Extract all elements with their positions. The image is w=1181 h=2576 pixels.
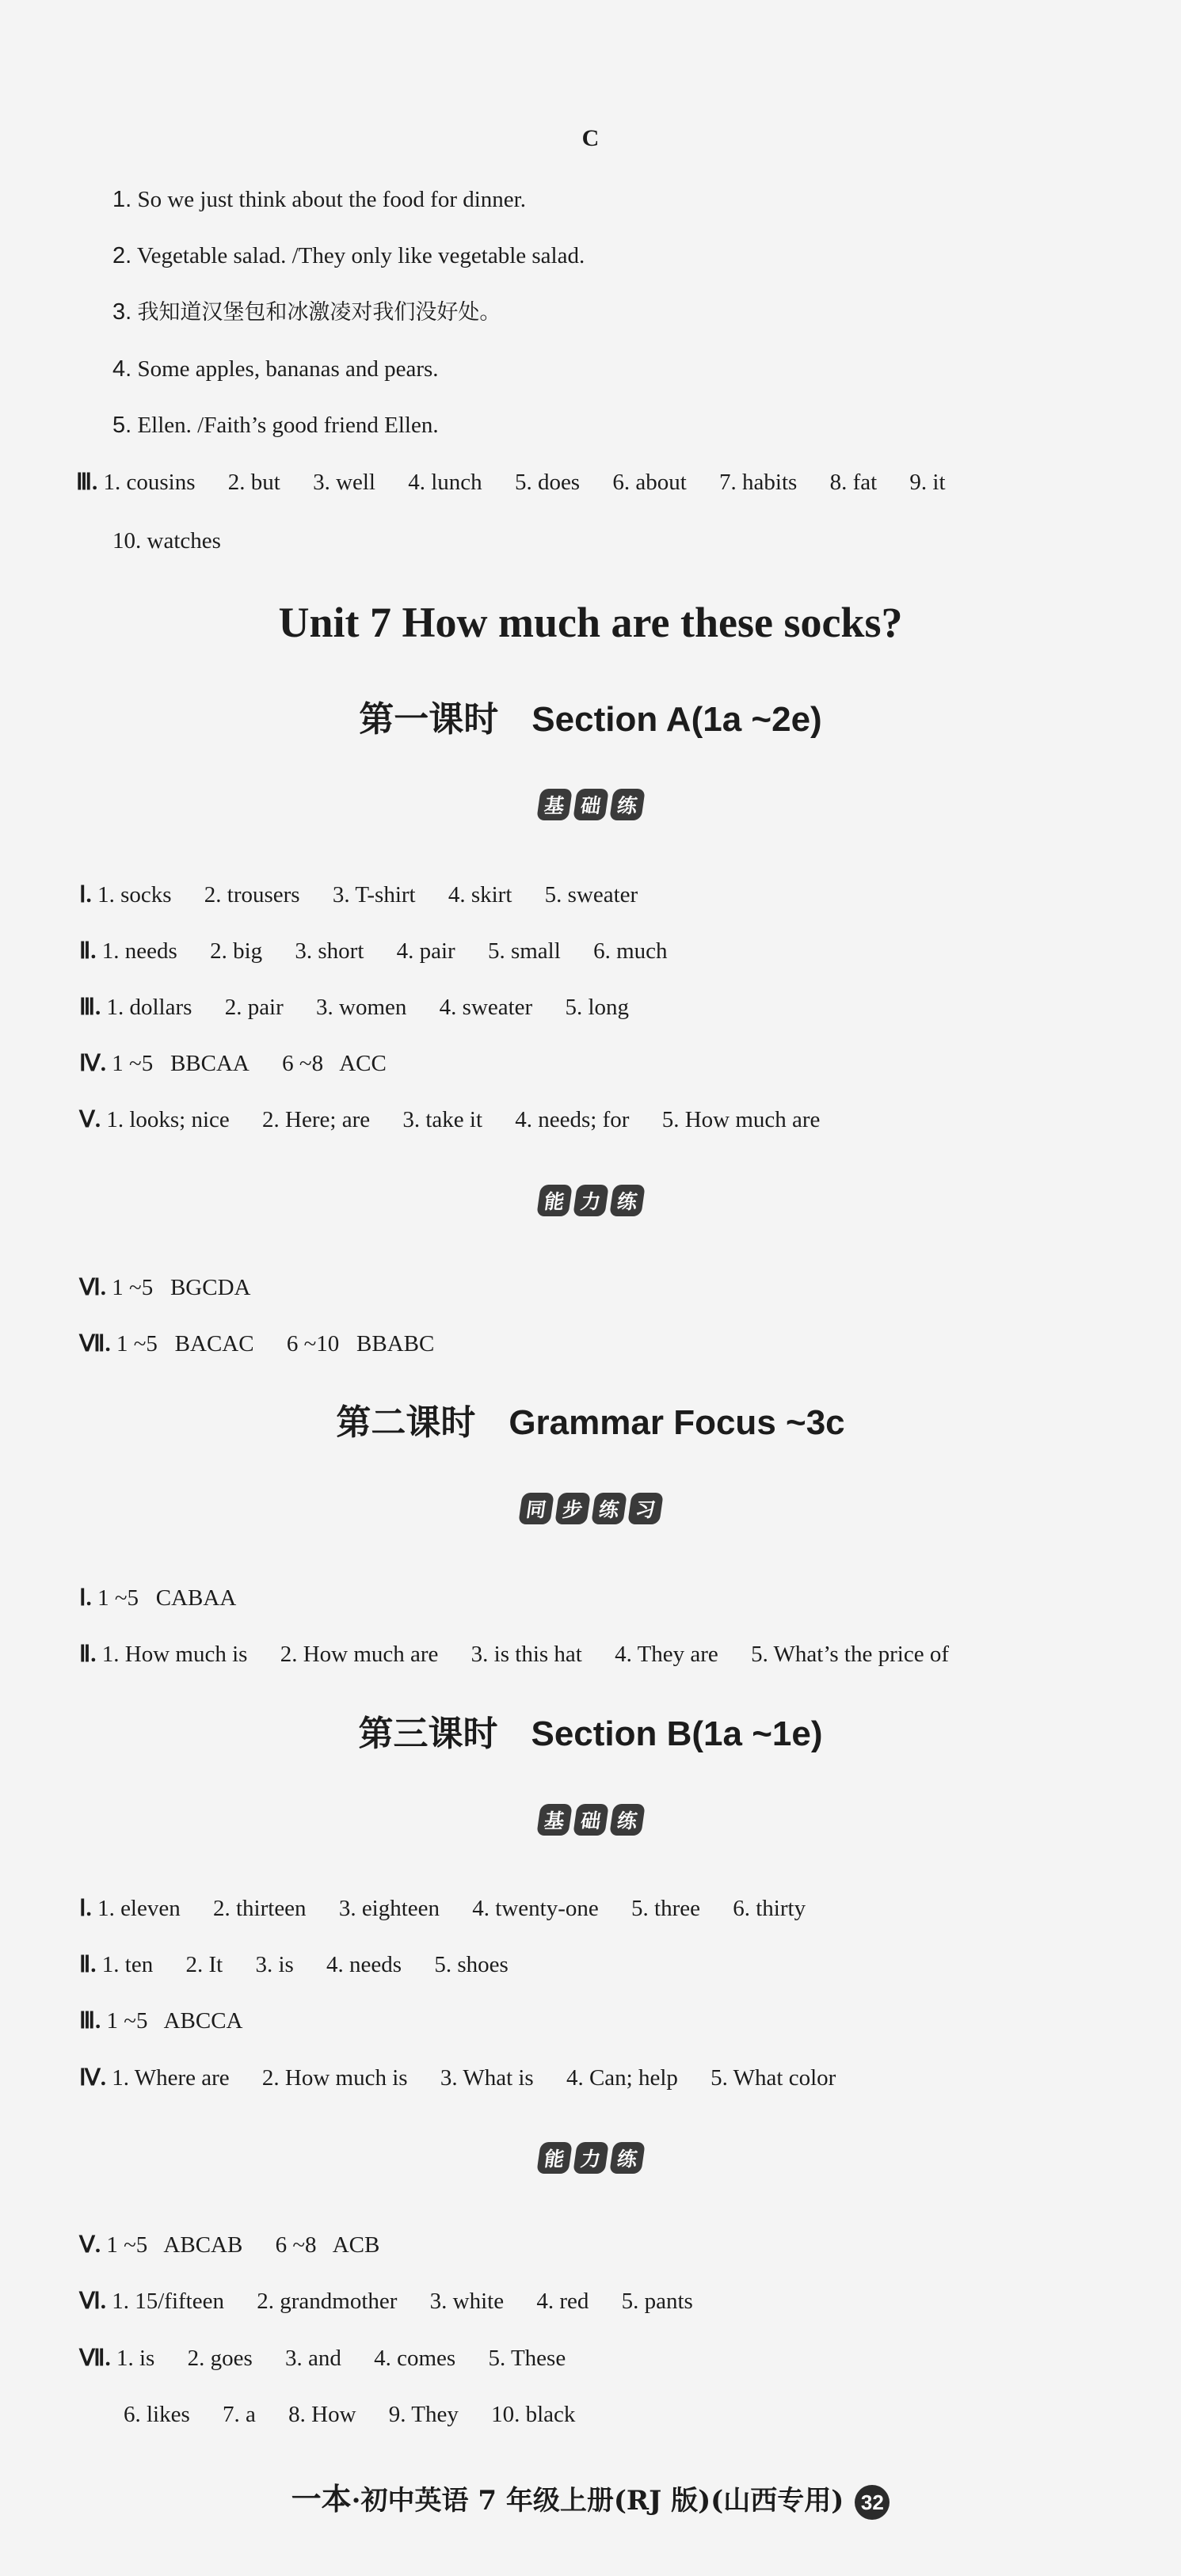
l3-row-2: Ⅱ. 1. ten 2. It 3. is 4. needs 5. shoes bbox=[79, 1952, 509, 1977]
l1-row-4: Ⅳ. 1 ~5 BBCAA 6 ~8 ACC bbox=[79, 1051, 387, 1076]
part3-line1: Ⅲ. 1. cousins 2. but 3. well 4. lunch 5. does 6. about 7. habits 8. fat 9. it bbox=[76, 470, 946, 495]
lesson-2-title: 第二课时 Grammar Focus ~3c bbox=[336, 1402, 845, 1443]
l3-row-3: Ⅲ. 1 ~5 ABCCA bbox=[79, 2008, 243, 2034]
l1-row-2: Ⅱ. 1. needs 2. big 3. short 4. pair 5. small 6. much bbox=[79, 938, 668, 964]
l1-row-1: Ⅰ. 1. socks 2. trousers 3. T-shirt 4. skirt 5. sweater bbox=[79, 882, 638, 907]
badge-ability-practice-1: 能 力 练 bbox=[0, 1185, 1181, 1216]
section-c-heading: C bbox=[581, 125, 600, 151]
l3-row-7: Ⅶ. 1. is 2. goes 3. and 4. comes 5. These bbox=[79, 2346, 566, 2371]
lesson-3-title: 第三课时 Section B(1a ~1e) bbox=[358, 1714, 823, 1754]
footer-book-title: ·初中英语 7 年级上册(RJ 版)(山西专用) bbox=[351, 2485, 844, 2517]
badge-sync-practice: 同 步 练 习 bbox=[0, 1493, 1181, 1524]
l1-row-3: Ⅲ. 1. dollars 2. pair 3. women 4. sweater 5. long bbox=[79, 995, 630, 1020]
l1-row-7: Ⅶ. 1 ~5 BACAC 6 ~10 BBABC bbox=[79, 1331, 435, 1356]
l3-row-6: Ⅵ. 1. 15/fifteen 2. grandmother 3. white 4. red 5. pants bbox=[79, 2289, 693, 2314]
l2-row-2: Ⅱ. 1. How much is 2. How much are 3. is this hat 4. They are 5. What’s the price of bbox=[79, 1642, 949, 1667]
answer-c-2: 2. Vegetable salad. /They only like vegetable salad. bbox=[112, 243, 585, 268]
answer-c-1: 1. So we just think about the food for dinner. bbox=[112, 187, 526, 212]
l1-row-5: Ⅴ. 1. looks; nice 2. Here; are 3. take it 4. needs; for 5. How much are bbox=[79, 1107, 821, 1132]
page-footer bbox=[0, 2475, 1181, 2520]
unit-title: Unit 7 How much are these socks? bbox=[278, 599, 903, 646]
answer-c-5: 5. Ellen. /Faith’s good friend Ellen. bbox=[112, 413, 439, 438]
l2-row-1: Ⅰ. 1 ~5 CABAA bbox=[79, 1585, 237, 1611]
part3-line2: 10. watches bbox=[112, 528, 221, 554]
l3-row-4: Ⅳ. 1. Where are 2. How much is 3. What is 4. Can; help 5. What color bbox=[79, 2065, 836, 2091]
footer-brand: 一本 bbox=[291, 2481, 352, 2517]
l3-row-5: Ⅴ. 1 ~5 ABCAB 6 ~8 ACB bbox=[79, 2232, 380, 2258]
l1-row-6: Ⅵ. 1 ~5 BGCDA bbox=[79, 1275, 251, 1300]
l3-row-7-cont: 6. likes 7. a 8. How 9. They 10. black bbox=[124, 2402, 576, 2427]
answer-c-4: 4. Some apples, bananas and pears. bbox=[112, 356, 439, 382]
badge-basic-practice-1: 基 础 练 bbox=[0, 789, 1181, 820]
badge-ability-practice-3: 能 力 练 bbox=[0, 2142, 1181, 2174]
lesson-1-title: 第一课时 Section A(1a ~2e) bbox=[359, 699, 822, 740]
answer-c-3: 3. 我知道汉堡包和冰激凌对我们没好处。 bbox=[112, 299, 501, 325]
l3-row-1: Ⅰ. 1. eleven 2. thirteen 3. eighteen 4. twenty-one 5. three 6. thirty bbox=[79, 1896, 806, 1921]
page-number: 32 bbox=[855, 2485, 890, 2520]
badge-basic-practice-3: 基 础 练 bbox=[0, 1804, 1181, 1836]
